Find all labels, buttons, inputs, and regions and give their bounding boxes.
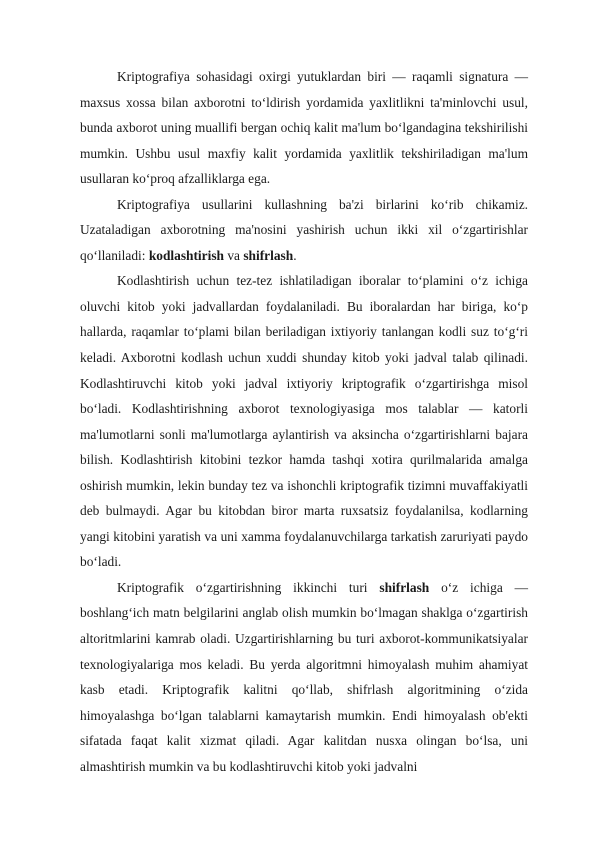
term-encryption: shifrlash — [243, 247, 294, 263]
term-coding: kodlashtirish — [148, 247, 224, 263]
paragraph-methods — [80, 192, 528, 269]
paragraph-text: . — [293, 247, 297, 263]
paragraph-coding — [80, 268, 528, 575]
paragraph-text: o‘z ichiga — boshlang‘ich matn belgilarini anglab olish mumkin bo‘lmagan shaklga o‘zgartirish altoritmlarini kamrab oladi. Uzgartirishlarning bu turi axborot-kommunikatsiyalar texnologiyalariga mos keladi. Bu yerda algoritmni himoyalash muhim ahamiyat kasb etadi. Kriptografik kalitni qo‘llab, shifrlash algoritmining o‘zida himoyalashga bo‘lgan talablarni kamaytarish mumkin. Endi himoyalash ob'ekti sifatada faqat kalit xizmat qiladi. Agar kalitdan nusxa olingan bo‘lsa, uni almashtirish mumkin va bu kodlashtiruvchi kitob yoki jadvalni — [80, 579, 529, 774]
paragraph-text: Kodlashtirish uchun tez-tez ishlatiladigan iboralar to‘plamini o‘z ichiga oluvchi kitob yoki jadvallardan foydalaniladi. Bu iboralardan har biriga, ko‘p hallarda, raqamlar to‘plami bilan beriladigan ixtiyoriy tanlangan kodli suz to‘g‘ri keladi. Axborotni kodlash uchun xuddi shunday kitob yoki jadval talab qilinadi. Kodlashtiruvchi kitob yoki jadval ixtiyoriy kriptografik o‘zgartirishga misol bo‘ladi. Kodlashtirishning axborot texnologiyasiga mos talablar — katorli ma'lumotlarni sonli ma'lumotlarga aylantirish va aksincha o‘zgartirishlarni bajara bilish. Kodlashtirish kitobini tezkor hamda tashqi xotira qurilmalarida amalga oshirish mumkin, lekin bunday tez va ishonchli kriptografik tizimni muvaffakiyatli deb bulmaydi. Agar bu kitobdan biror marta ruxsatsiz foydalanilsa, kodlarning yangi kitobini yaratish va uni xamma foydalanuvchilarga tarkatish zaruriyati paydo bo‘ladi. — [80, 273, 528, 570]
paragraph-text: Kriptografiya sohasidagi oxirgi yutuklardan biri — raqamli signatura — maxsus xossa bilan axborotni to‘ldirish yordamida yaxlitlikni ta'minlovchi usul, bunda axborot uning muallifi bergan ochiq kalit ma'lum bo‘lgandagina tekshirilishi mumkin. Ushbu usul maxfiy kalit yordamida yaxlitlik tekshiriladigan ma'lum usullaran ko‘proq afzalliklarga ega. — [80, 69, 528, 187]
paragraph-text: Kriptografik o‘zgartirishning ikkinchi turi — [117, 579, 380, 595]
paragraph-digital-signature — [80, 64, 528, 192]
document-body — [80, 64, 528, 779]
paragraph-text: va — [223, 247, 244, 263]
term-encryption: shifrlash — [379, 579, 430, 595]
paragraph-text: Kriptografiya usullarini kullashning ba'zi birlarini ko‘rib chikamiz. Uzataladigan axborotning ma'nosini yashirish uchun ikki xil o‘zgartirishlar qo‘llaniladi: — [80, 196, 528, 263]
paragraph-encryption — [80, 575, 528, 779]
